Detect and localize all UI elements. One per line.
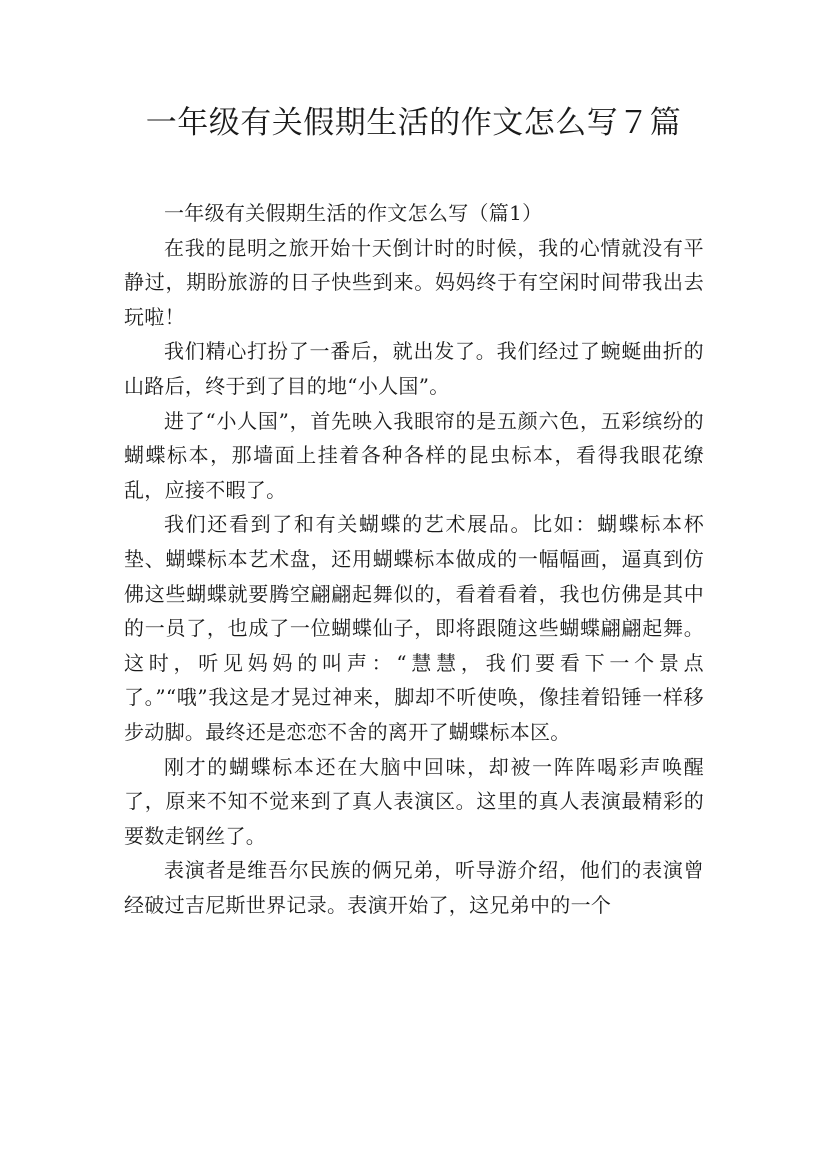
- paragraph-1: 在我的昆明之旅开始十天倒计时的时候，我的心情就没有平静过，期盼旅游的日子快些到来。妈妈终于有空闲时间带我出去玩啦！: [124, 235, 704, 329]
- paragraph-5: 刚才的蝴蝶标本还在大脑中回味，却被一阵阵喝彩声唤醒了，原来不知不觉来到了真人表演区。这里的真人表演最精彩的要数走钢丝了。: [124, 754, 704, 848]
- document-title: 一年级有关假期生活的作文怎么写７篇: [145, 105, 682, 141]
- paragraph-4: 我们还看到了和有关蝴蝶的艺术展品。比如：蝴蝶标本杯垫、蝴蝶标本艺术盘，还用蝴蝶标本做成的一幅幅画，逼真到仿佛这些蝴蝶就要腾空翩翩起舞似的，看着看着，我也仿佛是其中的一员了，也成了一位蝴蝶仙子，即将跟随这些蝴蝶翩翩起舞。这时，听见妈妈的叫声：“慧慧，我们要看下一个景点了。”“哦”我这是才晃过神来，脚却不听使唤，像挂着铅锤一样移步动脚。最终还是恋恋不舍的离开了蝴蝶标本区。: [124, 512, 704, 744]
- paragraph-3: 进了“小人国”，首先映入我眼帘的是五颜六色，五彩缤纷的蝴蝶标本，那墙面上挂着各种各样的昆虫标本，看得我眼花缭乱，应接不暇了。: [124, 408, 704, 502]
- paragraph-6: 表演者是维吾尔民族的俩兄弟，听导游介绍，他们的表演曾经破过吉尼斯世界记录。表演开始了，这兄弟中的一个: [124, 858, 704, 917]
- section-heading: 一年级有关假期生活的作文怎么写（篇1）: [164, 201, 543, 225]
- paragraph-2: 我们精心打扮了一番后，就出发了。我们经过了蜿蜒曲折的山路后，终于到了目的地“小人国”。: [124, 339, 704, 398]
- document-body: [124, 196, 704, 922]
